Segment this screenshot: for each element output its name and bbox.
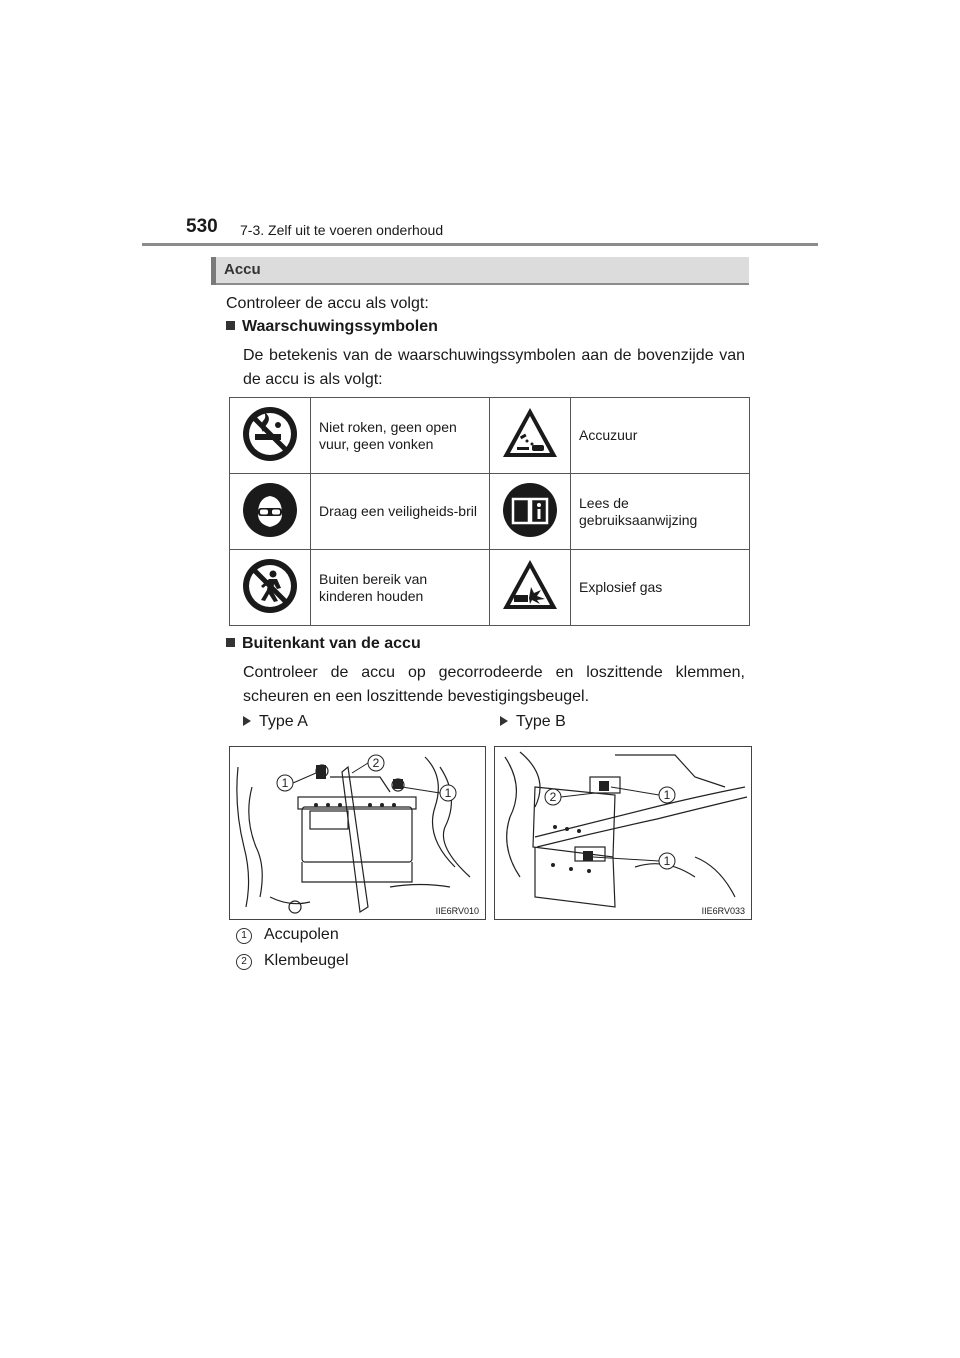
legend-number: 2: [236, 954, 252, 970]
type-b-label: [500, 713, 566, 731]
no-smoking-icon: [241, 405, 299, 463]
figure-code: IIE6RV010: [435, 906, 479, 916]
callout-number: 1: [663, 854, 671, 868]
callout-number: 2: [372, 756, 380, 770]
symbol-label: Accuzuur: [571, 398, 750, 474]
exterior-heading: [226, 635, 421, 653]
figure-type-b: [494, 746, 752, 920]
callout-number: 2: [549, 790, 557, 804]
legend-number: 1: [236, 928, 252, 944]
battery-acid-icon: [501, 405, 559, 463]
warning-symbols-heading: [226, 318, 438, 336]
section-marker: [211, 257, 216, 285]
section-title: Accu: [224, 261, 261, 278]
legend-label: Accupolen: [264, 926, 339, 943]
legend-item: [236, 952, 349, 970]
bullet-square-icon: [226, 321, 235, 330]
symbol-label: Explosief gas: [571, 550, 750, 626]
figure-code: IIE6RV033: [701, 906, 745, 916]
table-row: [230, 474, 750, 550]
arrow-right-icon: [500, 716, 508, 726]
symbol-cell: [490, 398, 571, 474]
symbol-label: Niet roken, geen open vuur, geen vonken: [311, 398, 490, 474]
symbol-cell: [230, 550, 311, 626]
battery-type-b-illustration: [495, 747, 751, 919]
figure-type-a: [229, 746, 486, 920]
callout-number: 1: [663, 788, 671, 802]
exterior-text: Controleer de accu op gecorrodeerde en loszittende klemmen, scheuren en een loszittende bevestigingsbeugel.: [243, 664, 745, 705]
arrow-right-icon: [243, 716, 251, 726]
type-b-label-text: Type B: [516, 713, 566, 730]
table-row: [230, 550, 750, 626]
table-row: [230, 398, 750, 474]
callout-number: 1: [444, 786, 452, 800]
legend-item: [236, 926, 339, 944]
legend-label: Klembeugel: [264, 952, 349, 969]
chapter-title: 7-3. Zelf uit te voeren onderhoud: [240, 222, 444, 238]
type-a-label: [243, 713, 308, 731]
type-a-label-text: Type A: [259, 713, 308, 730]
symbol-cell: [490, 474, 571, 550]
intro-text: Controleer de accu als volgt:: [226, 295, 429, 312]
warning-symbols-table: [229, 397, 750, 626]
warning-symbols-text: De betekenis van de waarschuwingssymbolen aan de bovenzijde van de accu is als volgt:: [243, 347, 745, 388]
battery-type-a-illustration: [230, 747, 485, 919]
warning-symbols-heading-text: Waarschuwingssymbolen: [242, 318, 438, 335]
safety-goggles-icon: [241, 481, 299, 539]
explosive-gas-icon: [501, 557, 559, 615]
callout-number: 1: [281, 776, 289, 790]
symbol-cell: [490, 550, 571, 626]
exterior-heading-text: Buitenkant van de accu: [242, 635, 421, 652]
symbol-label: Draag een veiligheids-bril: [311, 474, 490, 550]
symbol-label: Lees de gebruiksaanwijzing: [571, 474, 750, 550]
symbol-cell: [230, 398, 311, 474]
keep-away-children-icon: [241, 557, 299, 615]
symbol-cell: [230, 474, 311, 550]
symbol-label: Buiten bereik van kinderen houden: [311, 550, 490, 626]
page-number: 530: [186, 216, 218, 237]
read-manual-icon: [501, 481, 559, 539]
bullet-square-icon: [226, 638, 235, 647]
header-rule: [142, 243, 818, 246]
section-bar: [211, 257, 749, 285]
